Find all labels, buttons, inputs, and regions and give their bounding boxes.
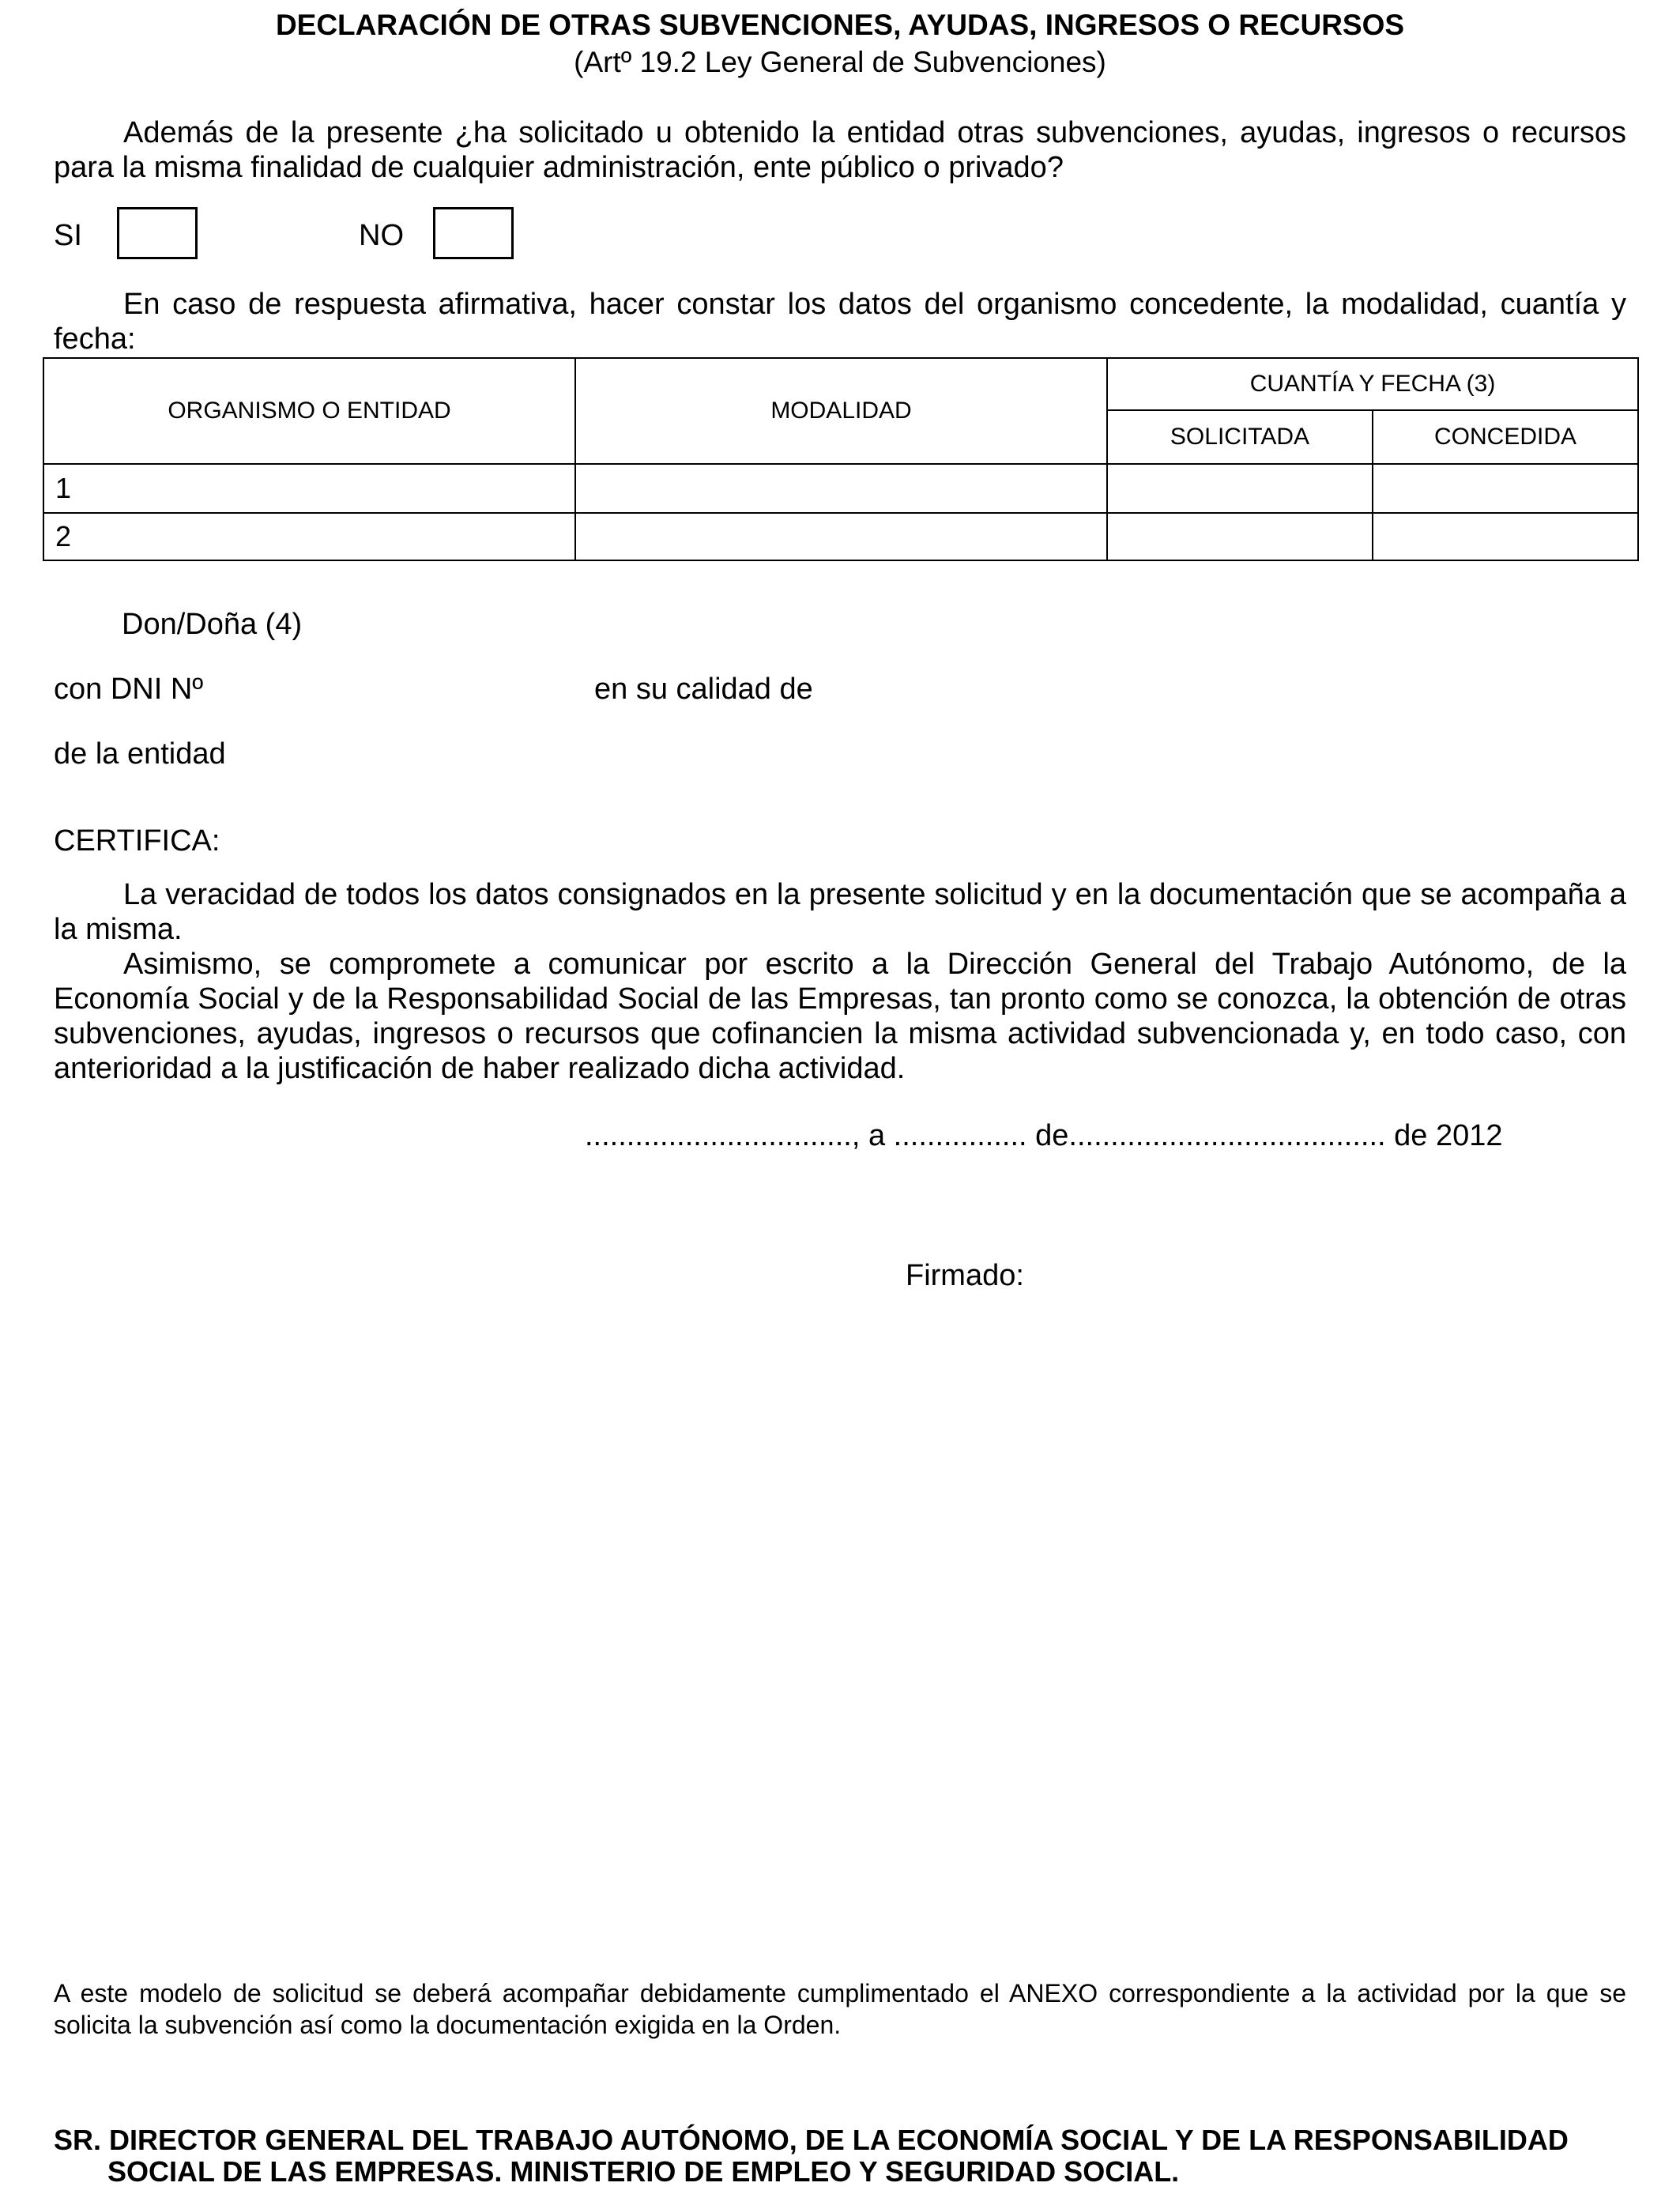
si-checkbox[interactable] bbox=[117, 207, 198, 259]
si-label: SI bbox=[54, 219, 82, 252]
footnote: A este modelo de solicitud se deberá acompañar debidamente cumplimentado el ANEXO correspondiente a la actividad por la que se solicita la subvención así como la documentación exigida en la Orden. bbox=[54, 1979, 1626, 2039]
cell-concedida[interactable] bbox=[1373, 513, 1638, 560]
certifica-label: CERTIFICA: bbox=[54, 824, 220, 858]
date-line: ................................, a ................ de...................................... de 2012 bbox=[585, 1119, 1503, 1152]
certifica-paragraph-1: La veracidad de todos los datos consignados en la presente solicitud y en la documentación que se acompaña a la misma. bbox=[54, 878, 1626, 946]
page-subtitle: (Artº 19.2 Ley General de Subvenciones) bbox=[574, 46, 1106, 78]
table-row bbox=[43, 513, 1638, 560]
addressee bbox=[54, 2124, 1626, 2188]
cell-modalidad[interactable] bbox=[575, 513, 1107, 560]
header-organismo: ORGANISMO O ENTIDAD bbox=[43, 358, 575, 464]
header-modalidad: MODALIDAD bbox=[575, 358, 1107, 464]
header-cuantia: CUANTÍA Y FECHA (3) bbox=[1107, 358, 1638, 410]
cell-solicitada[interactable] bbox=[1107, 464, 1373, 513]
addressee-line-1: SR. DIRECTOR GENERAL DEL TRABAJO AUTÓNOMO, DE LA ECONOMÍA SOCIAL Y DE LA RESPONSABILIDAD bbox=[54, 2124, 1569, 2156]
subsidies-table bbox=[43, 357, 1639, 561]
signed-label: Firmado: bbox=[906, 1259, 1024, 1292]
row-number: 1 bbox=[43, 464, 575, 513]
addressee-line-2: SOCIAL DE LAS EMPRESAS. MINISTERIO DE EMPLEO Y SEGURIDAD SOCIAL. bbox=[107, 2155, 1180, 2188]
cell-solicitada[interactable] bbox=[1107, 513, 1373, 560]
question-text: Además de la presente ¿ha solicitado u obtenido la entidad otras subvenciones, ayudas, ingresos o recursos para la misma finalidad de cualquier administración, ente público o privado? bbox=[54, 116, 1626, 184]
calidad-label: en su calidad de bbox=[594, 673, 813, 706]
row-number: 2 bbox=[43, 513, 575, 560]
table-row bbox=[43, 464, 1638, 513]
no-checkbox[interactable] bbox=[433, 207, 514, 259]
page-title: DECLARACIÓN DE OTRAS SUBVENCIONES, AYUDAS, INGRESOS O RECURSOS bbox=[275, 9, 1405, 41]
cell-modalidad[interactable] bbox=[575, 464, 1107, 513]
instruction-text: En caso de respuesta afirmativa, hacer constar los datos del organismo concedente, la modalidad, cuantía y fecha: bbox=[54, 288, 1626, 356]
no-label: NO bbox=[359, 219, 404, 252]
certifica-paragraph-2: Asimismo, se compromete a comunicar por escrito a la Dirección General del Trabajo Autónomo, de la Economía Social y de la Responsabilidad Social de las Empresas, tan pronto como se conozca, la obtención de otras subvenciones, ayudas, ingresos o recursos que cofinancien la misma actividad subvencionada y, en todo caso, con anterioridad a la justificación de haber realizado dicha actividad. bbox=[54, 948, 1626, 1085]
cell-concedida[interactable] bbox=[1373, 464, 1638, 513]
header-concedida: CONCEDIDA bbox=[1373, 410, 1638, 464]
entidad-label: de la entidad bbox=[54, 737, 226, 771]
don-dona-label: Don/Doña (4) bbox=[122, 608, 303, 641]
header-solicitada: SOLICITADA bbox=[1107, 410, 1373, 464]
dni-label: con DNI Nº bbox=[54, 673, 204, 706]
